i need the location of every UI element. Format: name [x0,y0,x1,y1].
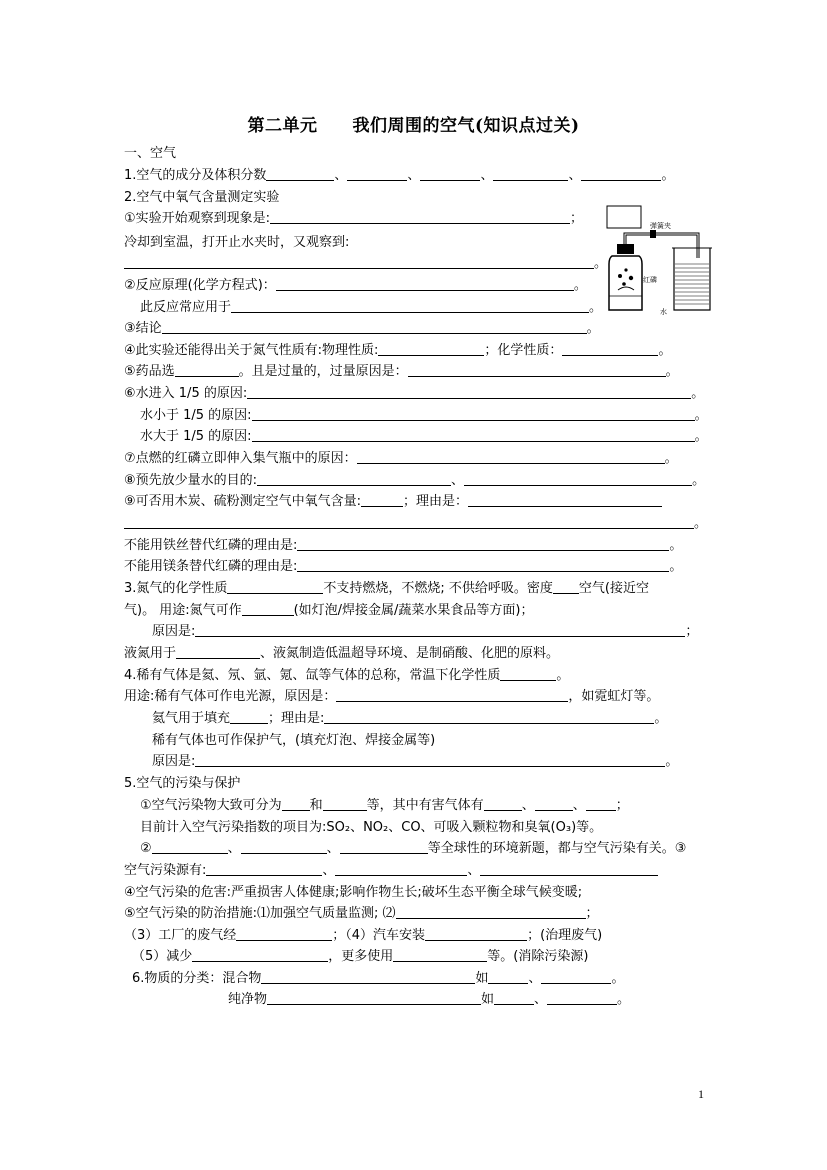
blank[interactable] [425,926,527,941]
blank[interactable] [347,166,407,181]
q-water-purpose: ⑧预先放少量水的目的: 、 。 [124,473,706,488]
blank[interactable] [335,861,467,876]
blank[interactable] [547,990,617,1005]
q-helium: 氦气用于填充 ；理由是: 。 [152,711,668,726]
blank[interactable] [266,166,334,181]
blank[interactable] [340,839,428,854]
blank[interactable] [297,536,669,551]
blank[interactable] [361,492,403,507]
q-water-fifth: ⑥水进入 1/5 的原因: 。 [124,386,705,401]
blank[interactable] [261,969,475,984]
blank[interactable] [420,166,480,181]
blank[interactable] [230,709,268,724]
blank[interactable] [162,319,587,334]
blank[interactable] [393,947,487,962]
blank[interactable] [396,904,586,919]
blank[interactable] [500,666,556,681]
blank[interactable] [195,752,665,767]
q-water-less: 水小于 1/5 的原因: 。 [140,408,708,423]
label-clamp: 弹簧夹 [650,222,671,230]
blank[interactable] [488,969,528,984]
blank[interactable] [252,406,695,421]
q-classification-pure: 纯净物 如 、 。 [228,992,631,1007]
q-water-more: 水大于 1/5 的原因: 。 [140,429,708,444]
blank[interactable] [276,276,574,291]
blank[interactable] [494,990,534,1005]
blank[interactable] [241,839,327,854]
q-iron-wire: 不能用铁丝替代红磷的理由是: 。 [124,538,683,553]
q-oxygen-experiment: 2.空气中氧气含量测定实验 [124,190,280,205]
blank[interactable] [195,622,685,637]
blank[interactable] [267,990,481,1005]
blank[interactable] [152,839,228,854]
q-prevention-3: （5）减少 ，更多使用 等。(消除污染源) [132,949,589,964]
blank[interactable] [242,601,294,616]
blank[interactable] [464,471,692,486]
q-pollutants: ①空气污染物大致可分为 和 等，其中有害气体有 、 、 ； [140,798,629,813]
q-liquid-nitrogen: 液氮用于 、液氮制造低温超导环境、是制硝酸、化肥的原料。 [124,646,560,661]
blank[interactable] [541,969,611,984]
q-classification-mixture: 6.物质的分类：混合物 如 、 。 [132,971,625,986]
blank[interactable] [192,947,328,962]
q-prevention-1: ⑤空气污染的防治措施:⑴加强空气质量监测; ⑵ ； [124,906,599,921]
blank[interactable] [562,341,658,356]
section-pollution-heading: 5.空气的污染与保护 [124,776,241,791]
blank[interactable] [480,861,658,876]
q-phenomenon-2-blank: 。 [124,254,607,274]
q-prevention-2: （3）工厂的废气经 ；（4）汽车安装 ；(治理废气) [124,928,603,943]
blank[interactable] [270,209,570,224]
blank[interactable] [227,579,323,594]
blank[interactable] [357,449,665,464]
blank[interactable] [408,362,666,377]
label-water: 水 [660,308,667,316]
apparatus-diagram [598,204,718,316]
q-global-issues: ② 、 、 等全球性的环境新题，都与空气污染有关。③ [140,841,687,856]
q-pollution-index: 目前计入空气污染指数的项目为:SO₂、NO₂、CO、可吸入颗粒物和臭氧(O₃)等。 [140,820,603,835]
q-insert-immediately: ⑦点燃的红磷立即伸入集气瓶中的原因： 。 [124,451,678,466]
page-title: 第二单元 我们周围的空气(知识点过关) [247,116,580,136]
blank[interactable] [176,644,260,659]
q-pollution-sources: 空气污染源有: 、 、 [124,861,658,881]
q-protective-reason: 原因是: 。 [152,754,679,769]
blank[interactable] [323,796,367,811]
blank[interactable] [257,471,451,486]
blank[interactable] [236,926,332,941]
q-pollution-harm: ④空气污染的危害:严重损害人体健康;影响作物生长;破坏生态平衡全球气候变暖; [124,885,583,900]
blank[interactable] [378,341,484,356]
blank[interactable] [282,796,310,811]
blank[interactable] [581,166,661,181]
q-reagent-choice: ⑤药品选 。且是过量的，过量原因是： 。 [124,364,679,379]
q-noble-gases: 4.稀有气体是氦、氖、氩、氪、氙等气体的总称，常温下化学性质 。 [124,668,570,683]
label-phosphorus: 红磷 [643,276,657,284]
q-nitrogen-use: 气)。 用途:氮气可作 (如灯泡/焊接金属/蔬菜水果食品等方面)； [124,603,534,618]
q-nitrogen-properties: ④此实验还能得出关于氮气性质有:物理性质: ；化学性质： 。 [124,343,672,358]
blank[interactable] [493,166,568,181]
blank[interactable] [206,861,322,876]
q-protective-gas: 稀有气体也可作保护气，(填充灯泡、焊接金属等) [152,733,436,748]
q-magnesium: 不能用镁条替代红磷的理由是: 。 [124,559,683,574]
page-number: 1 [698,1087,704,1101]
blank[interactable] [336,687,568,702]
blank[interactable] [586,796,616,811]
q-nitrogen-use-reason: 原因是: ； [152,624,699,639]
q-phenomenon-2: 冷却到室温，打开止水夹时，又观察到: [124,235,350,250]
blank[interactable] [553,579,579,594]
q-conclusion: ③结论 。 [124,321,600,336]
q-reaction-application: 此反应常应用于 。 [140,300,603,315]
q-nitrogen-chem: 3.氮气的化学性质 不支持燃烧，不燃烧; 不供给呼吸。密度 空气(接近空 [124,581,649,596]
blank[interactable] [231,298,589,313]
blank[interactable] [124,514,694,529]
blank[interactable] [535,796,573,811]
q-noble-light: 用途:稀有气体可作电光源，原因是： ，如霓虹灯等。 [124,689,660,704]
q-air-composition: 1.空气的成分及体积分数 、 、 、 、 。 [124,168,675,183]
blank[interactable] [124,254,594,269]
q-phenomenon-1: ①实验开始观察到现象是: ； [124,211,584,226]
blank[interactable] [175,362,239,377]
blank[interactable] [324,709,654,724]
q-reaction-equation: ②反应原理(化学方程式)： 。 [124,278,587,293]
blank[interactable] [247,384,691,399]
q-charcoal-reason: 。 [124,514,707,534]
q-charcoal-sulfur: ⑨可否用木炭、硫粉测定空气中氧气含量: ；理由是： [124,492,662,512]
blank[interactable] [252,427,695,442]
section-air-heading: 一、空气 [124,146,177,161]
blank[interactable] [484,796,522,811]
blank[interactable] [468,492,662,507]
blank[interactable] [297,557,669,572]
